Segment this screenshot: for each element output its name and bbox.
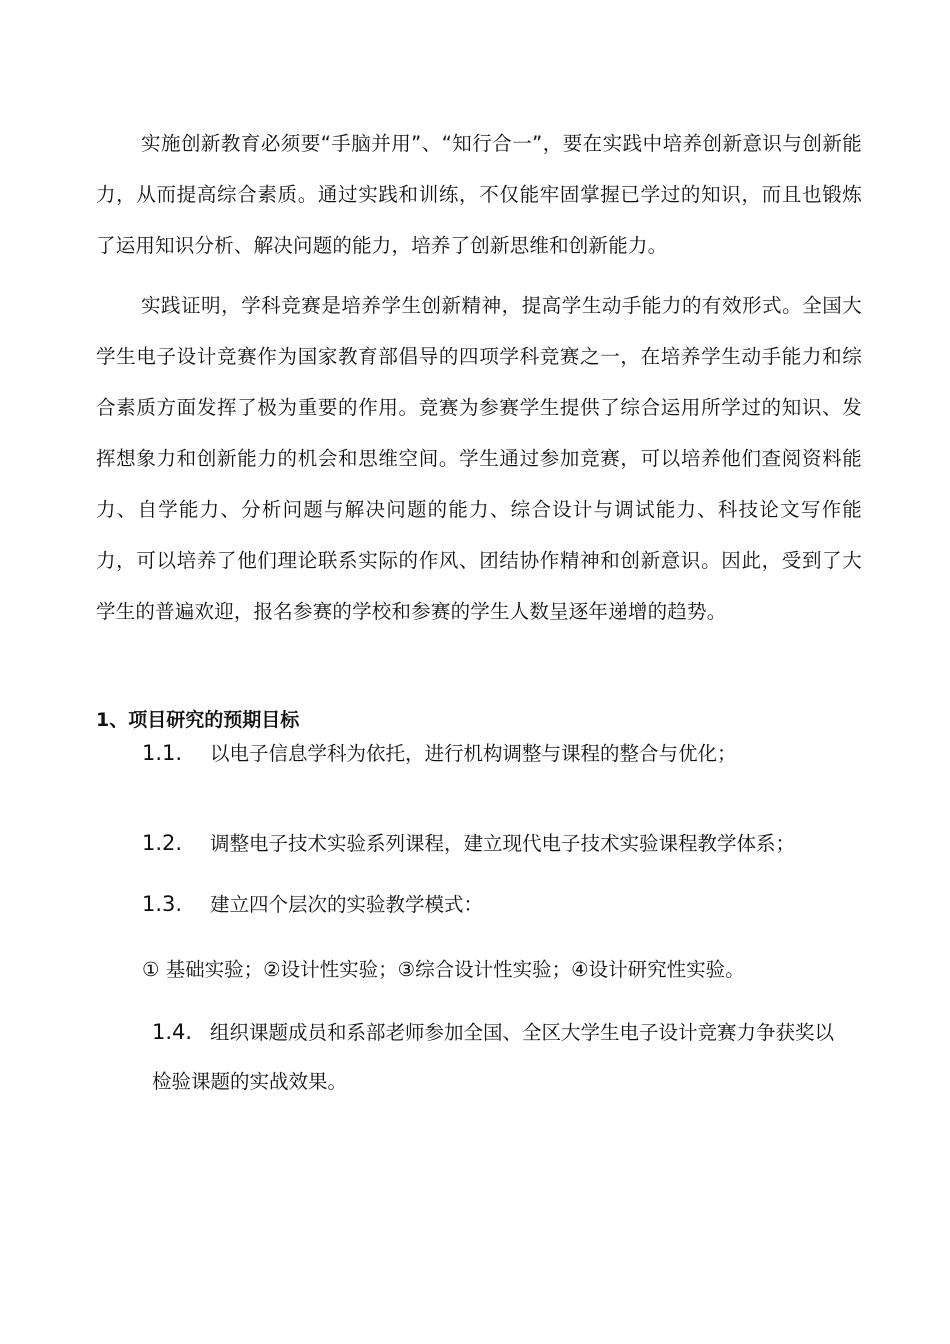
- paragraph-innovation-education: 实施创新教育必须要“手脑并用”、“知行合一”，要在实践中培养创新意识与创新能力，从而提高综合素质。通过实践和训练，不仅能牢固掌握已学过的知识，而且也锻炼了运用知识分析、解决问题的能力，培养了创新思维和创新能力。: [96, 132, 862, 257]
- list-item-1-2: [142, 823, 795, 864]
- list-item-1-4: [152, 1008, 842, 1106]
- paragraph-competition: 实践证明，学科竞赛是培养学生创新精神，提高学生动手能力的有效形式。全国大学生电子设计竞赛作为国家教育部倡导的四项学科竞赛之一，在培养学生动手能力和综合素质方面发挥了极为重要的作用。竞赛为参赛学生提供了综合运用所学过的知识、发挥想象力和创新能力的机会和思维空间。学生通过参加竞赛，可以培养他们查阅资料能力、自学能力、分析问题与解决问题的能力、综合设计与调试能力、科技论文写作能力，可以培养了他们理论联系实际的作风、团结协作精神和创新意识。因此，受到了大学生的普遍欢迎，报名参赛的学校和参赛的学生人数呈逐年递增的趋势。: [96, 294, 862, 623]
- list-item-number: 1.2.: [142, 831, 183, 855]
- list-item-number: 1.4.: [152, 1020, 193, 1044]
- list-item-1-3: [142, 884, 483, 925]
- list-item-number: 1.3.: [142, 892, 183, 916]
- list-item-text: 以电子信息学科为依托，进行机构调整与课程的整合与优化；: [210, 742, 737, 765]
- experiment-modes-line: ① 基础实验；②设计性实验；③综合设计性实验；④设计研究性实验。: [142, 958, 745, 981]
- list-item-number: 1.1.: [142, 741, 183, 765]
- section-heading: 1、项目研究的预期目标: [96, 709, 300, 731]
- list-item-1-1: [142, 733, 737, 774]
- list-item-text: 组织课题成员和系部老师参加全国、全区大学生电子设计竞赛力争获奖以检验课题的实战效果。: [152, 1021, 835, 1093]
- list-item-text: 调整电子技术实验系列课程，建立现代电子技术实验课程教学体系；: [210, 832, 796, 855]
- list-item-text: 建立四个层次的实验教学模式：: [210, 893, 484, 916]
